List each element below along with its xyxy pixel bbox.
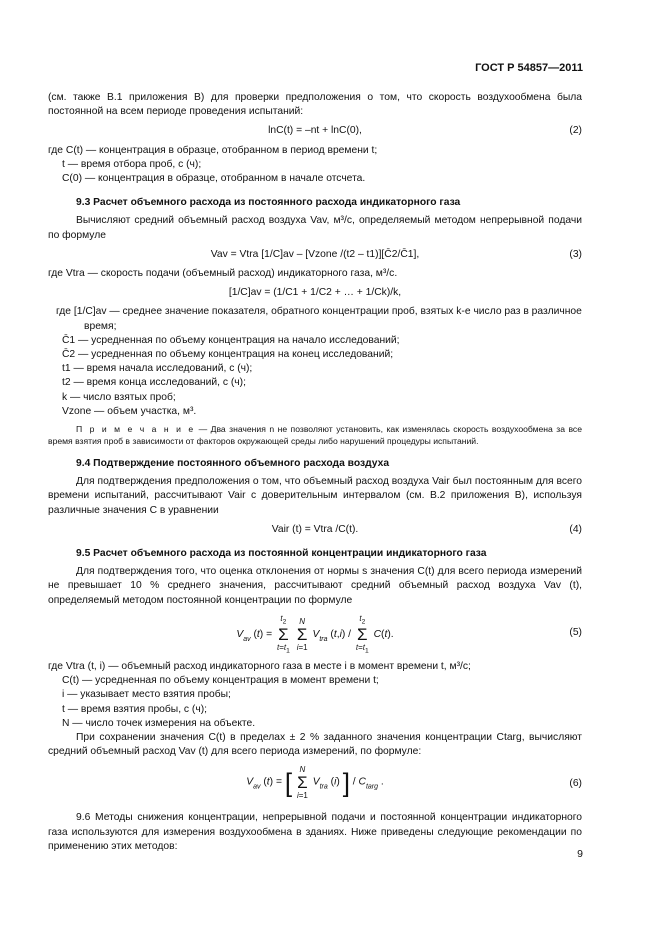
sum-over-t-denominator: $t_2$ Σ $t=t_1$	[355, 613, 369, 656]
definition-t1: t1 — время начала исследований, с (ч);	[62, 363, 253, 375]
page-number: 9	[577, 848, 583, 860]
section-9-4-heading: 9.4 Подтверждение постоянного объемного расхода воздуха	[76, 458, 390, 470]
definition-ct-avg: C(t) — усредненная по объему концентрация в момент времени t;	[62, 675, 379, 687]
intro-paragraph: (см. также В.1 приложения В) для проверки предположения о том, что скорость воздухообмена была постоянной на всем периоде проведения испытаний:	[48, 92, 582, 118]
section-9-4-paragraph: Для подтверждения предположения о том, что объемный расход воздуха Vair был постоянным для всего времени испытаний, рассчитывают Vair с доверительным интервалом (см. В.2 приложения В), используя различные значения C в уравнении	[48, 476, 582, 516]
definition-t2: t2 — время конца исследований, с (ч);	[62, 377, 246, 389]
equation-inverse-c-body: [1/C]av = (1/C1 + 1/C2 + … + 1/Ck)/k,	[228, 287, 402, 299]
equation-3-number: (3)	[569, 248, 582, 260]
definition-n: N — число точек измерения на объекте.	[62, 717, 256, 729]
section-9-3-heading: 9.3 Расчет объемного расхода из постоянного расхода индикаторного газа	[76, 197, 461, 209]
equation-6-formula: $V_{av}$ (t) = [ N Σ i=1 $V_{tra}$ (i) ] / $C_{targ}$ .	[246, 765, 384, 801]
equation-3-body: Vav = Vtra [1/C]av – [Vzone /(t2 – t1)][C̄2/C̄1],	[210, 248, 420, 260]
equation-4	[48, 523, 582, 537]
equation-inverse-c	[48, 286, 582, 300]
equation-5	[48, 614, 582, 654]
definition-vtra: где Vtra — скорость подачи (объемный расход) индикаторного газа, м³/с.	[48, 268, 398, 280]
definition-vzone: Vzone — объем участка, м³.	[62, 405, 197, 417]
sum-over-t: $t_2$ Σ $t=t_1$	[276, 613, 290, 656]
section-9-5-heading: 9.5 Расчет объемного расхода из постоянной концентрации индикаторного газа	[76, 548, 487, 560]
page-content	[48, 91, 582, 854]
section-9-6-paragraph: 9.6 Методы снижения концентрации, непрерывной подачи и постоянной концентрации индикаторного газа используются для измерения воздухообмена в зданиях. Ниже приведены следующие рекомендации по применению этих методов:	[48, 812, 582, 852]
section-9-3-paragraph: Вычисляют средний объемный расход воздуха Vav, м³/с, определяемый методом непрерывной подачи по формуле	[48, 215, 582, 241]
equation-4-body: Vair (t) = Vtra /C(t).	[271, 523, 359, 535]
section-9-5-paragraph: Для подтверждения того, что оценка отклонения от нормы s значения C(t) для всего периода измерений не превышает 10 % среднего значения, рассчитывают средний объемный расход воздуха Vav (t), определяемый методом постоянной концентрации по формуле	[48, 566, 582, 606]
definition-ct: где C(t) — концентрация в образце, отобранном в период времени t;	[48, 144, 378, 156]
section-9-5-paragraph-2: При сохранении значения C(t) в пределах ± 2 % заданного значения концентрации Ctarg, вычисляют средний объемный расход Vav (t) для всего периода измерений, по формуле:	[48, 731, 582, 758]
definition-t: t — время отбора проб, с (ч);	[62, 158, 202, 170]
sum-over-i: N Σ i=1	[296, 617, 308, 653]
definition-t-sample: t — время взятия пробы, с (ч);	[62, 703, 208, 715]
equation-6	[48, 765, 582, 805]
definition-i: i — указывает место взятия пробы;	[62, 689, 231, 701]
definition-inverse-c: где [1/C]av — среднее значение показателя, обратного концентрации проб, взятых k-е число раз в различное время;	[56, 306, 582, 332]
equation-5-formula: $V_{av}$ (t) = $t_2$ Σ $t=t_1$ N Σ i=1 $V_{tra}$ (t,i) / $t_2$ Σ $t=t_1$ C(t).	[236, 613, 394, 656]
equation-4-number: (4)	[569, 523, 582, 535]
definition-k: k — число взятых проб;	[62, 391, 176, 403]
equation-2-body: lnC(t) = –nt + lnC(0),	[268, 125, 362, 137]
sum-over-i-eq6: N Σ i=1	[296, 765, 308, 801]
note-label: П р и м е ч а н и е	[76, 424, 196, 435]
definition-vtra-ti: где Vtra (t, i) — объемный расход индикаторного газа в месте i в момент времени t, м³/с;	[48, 660, 471, 672]
note	[48, 423, 582, 447]
equation-2	[48, 124, 582, 138]
equation-5-number: (5)	[569, 626, 582, 638]
equation-3	[48, 248, 582, 262]
equation-6-number: (6)	[569, 778, 582, 790]
note-text: — Два значения n не позволяют установить, как изменялась скорость воздухообмена за все время взятия проб в зависимости от факторов окружающей среды либо нарушений процедуры испытаний.	[48, 424, 583, 447]
definition-c1: C̄1 — усредненная по объему концентрация на начало исследований;	[62, 334, 400, 346]
standard-header: ГОСТ Р 54857—2011	[475, 62, 583, 74]
definition-c2: C̄2 — усредненная по объему концентрация на конец исследований;	[62, 349, 394, 361]
definition-c0: C(0) — концентрация в образце, отобранном в начале отсчета.	[62, 173, 366, 185]
equation-2-number: (2)	[569, 125, 582, 137]
